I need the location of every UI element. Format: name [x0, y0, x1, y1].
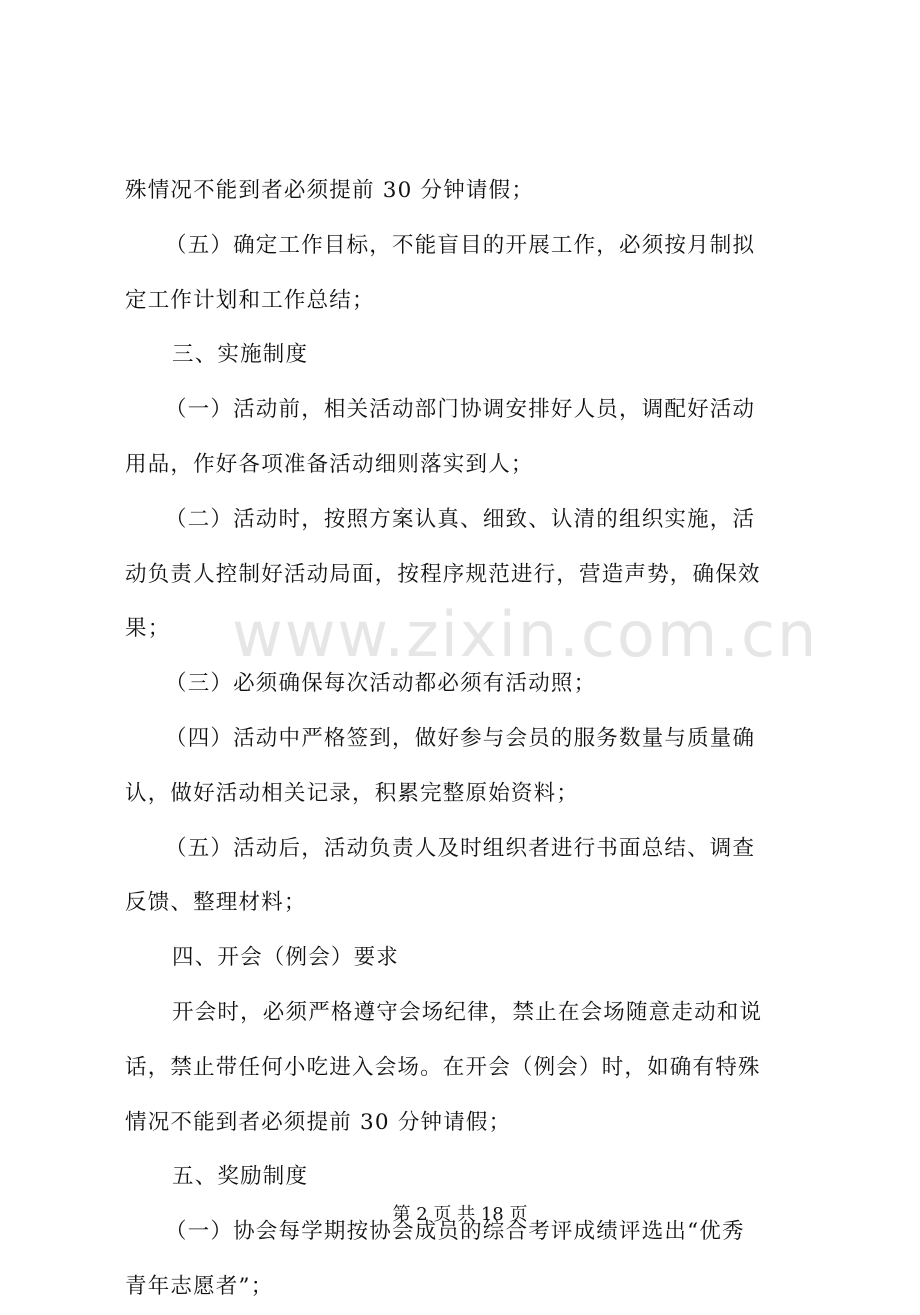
- text-line: 果；: [125, 616, 171, 642]
- text-line: （二）活动时，按照方案认真、细致、认清的组织实施，活: [165, 506, 756, 532]
- text-line: 话，禁止带任何小吃进入会场。在开会（例会）时，如确有特殊: [125, 1054, 761, 1080]
- section-heading: 四、开会（例会）要求: [172, 945, 400, 971]
- text-line: 动负责人控制好活动局面，按程序规范进行，营造声势，确保效: [125, 561, 761, 587]
- text-line: 认，做好活动相关记录，积累完整原始资料；: [125, 780, 580, 806]
- text-line: 殊情况不能到者必须提前 30 分钟请假；: [125, 178, 535, 203]
- text-line: 青年志愿者”；: [125, 1273, 274, 1299]
- text-line: 开会时，必须严格遵守会场纪律，禁止在会场随意走动和说: [172, 999, 763, 1025]
- document-body: [125, 164, 815, 1315]
- text-line: （一）活动前，相关活动部门协调安排好人员，调配好活动: [165, 397, 756, 423]
- section-heading: 五、奖励制度: [172, 1164, 309, 1190]
- text-line: （三）必须确保每次活动都必须有活动照；: [165, 671, 597, 697]
- text-line: 定工作计划和工作总结；: [125, 287, 375, 313]
- section-heading: 三、实施制度: [172, 342, 309, 368]
- text-line: 情况不能到者必须提前 30 分钟请假；: [125, 1109, 512, 1135]
- text-line: 反馈、整理材料；: [125, 890, 307, 916]
- text-line: （四）活动中严格签到，做好参与会员的服务数量与质量确: [165, 725, 756, 751]
- text-line: （五）确定工作目标，不能盲目的开展工作，必须按月制拟: [165, 232, 756, 258]
- text-line: 用品，作好各项准备活动细则落实到人；: [125, 451, 534, 477]
- page-footer: 第 2 页 共 18 页: [392, 1204, 528, 1225]
- watermark: www.zixin.com.cn: [232, 598, 819, 671]
- text-line: （一）协会每学期按协会成员的综合考评成绩评选出“优秀: [165, 1219, 745, 1245]
- text-line: （五）活动后，活动负责人及时组织者进行书面总结、调查: [165, 835, 756, 861]
